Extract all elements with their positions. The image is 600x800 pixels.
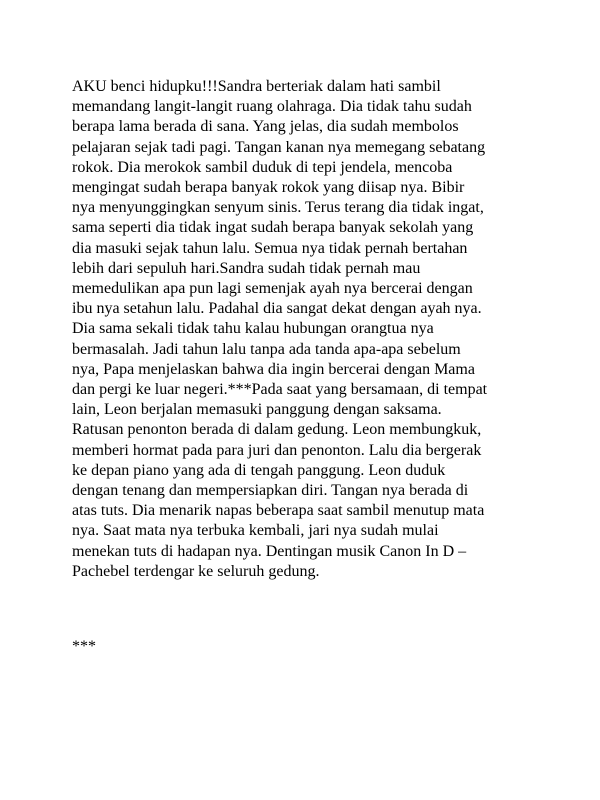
text-line: memandang langit-langit ruang olahraga. Dia tidak tahu sudah (72, 98, 472, 116)
text-line: pelajaran sejak tadi pagi. Tangan kanan nya memegang sebatang (72, 138, 486, 156)
text-line: dan pergi ke luar negeri.***Pada saat yang bersamaan, di tempat (72, 381, 488, 399)
text-line: Pachebel terdengar ke seluruh gedung. (72, 562, 320, 580)
text-line: Ratusan penonton berada di dalam gedung. Leon membungkuk, (72, 421, 482, 439)
text-line: dia masuki sejak tahun lalu. Semua nya tidak pernah bertahan (72, 239, 468, 257)
text-line: lebih dari sepuluh hari.Sandra sudah tidak pernah mau (72, 259, 421, 277)
body-paragraph (72, 77, 542, 582)
text-line: bermasalah. Jadi tahun lalu tanpa ada tanda apa-apa sebelum (72, 340, 461, 358)
text-line: nya. Saat mata nya terbuka kembali, jari nya sudah mulai (72, 522, 439, 540)
text-line: AKU benci hidupku!!!Sandra berteriak dalam hati sambil (72, 78, 441, 95)
text-line: nya, Papa menjelaskan bahwa dia ingin bercerai dengan Mama (72, 360, 475, 378)
text-line: berapa lama berada di sana. Yang jelas, dia sudah membolos (72, 118, 459, 136)
text-line: nya menyunggingkan senyum sinis. Terus terang dia tidak ingat, (72, 199, 484, 217)
text-line: dengan tenang dan mempersiapkan diri. Tangan nya berada di (72, 482, 469, 500)
text-line: mengingat sudah berapa banyak rokok yang diisap nya. Bibir (72, 179, 465, 197)
text-line: ibu nya setahun lalu. Padahal dia sangat dekat dengan ayah nya. (72, 300, 482, 318)
text-line: atas tuts. Dia menarik napas beberapa saat sambil menutup mata (72, 502, 485, 520)
text-line: ke depan piano yang ada di tengah panggung. Leon duduk (72, 461, 446, 479)
text-line: Dia sama sekali tidak tahu kalau hubungan orangtua nya (72, 320, 434, 338)
text-line: lain, Leon berjalan memasuki panggung dengan saksama. (72, 401, 442, 419)
text-line: memberi hormat pada para juri dan penonton. Lalu dia bergerak (72, 441, 482, 459)
text-line: rokok. Dia merokok sambil duduk di tepi jendela, mencoba (72, 158, 453, 176)
text-line: menekan tuts di hadapan nya. Dentingan musik Canon In D – (72, 542, 467, 560)
text-line: memedulikan apa pun lagi semenjak ayah nya bercerai dengan (72, 280, 473, 298)
text-line: sama seperti dia tidak ingat sudah berapa banyak sekolah yang (72, 219, 474, 237)
section-separator: *** (72, 638, 96, 655)
